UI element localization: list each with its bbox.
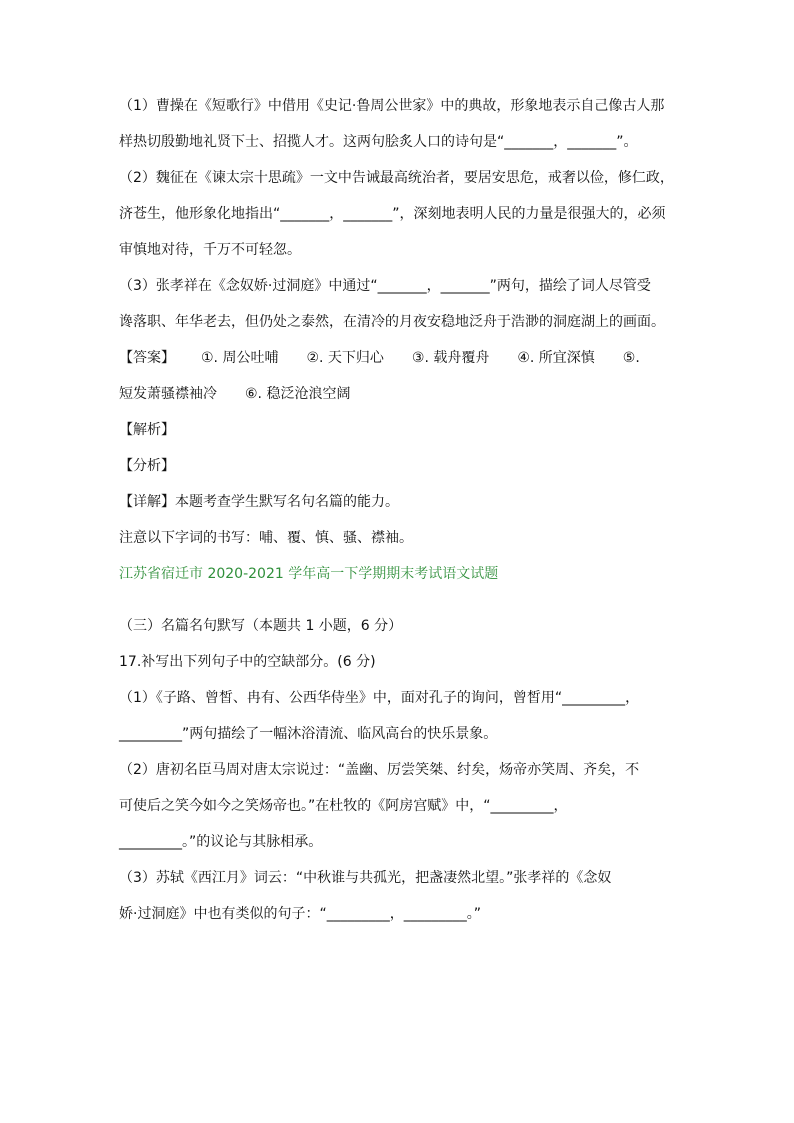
q17-item1-line2: _________”两句描绘了一幅沐浴清流、临风高台的快乐景象。 [119, 726, 498, 742]
q17-item2-line3: _________。”的议论与其脉相承。 [119, 834, 323, 850]
fenxi-label: 【分析】 [119, 458, 175, 474]
analysis-label: 【解析】 [119, 422, 175, 438]
answer-line2: 短发萧骚襟袖冷 ⑥. 稳泛沧浪空阔 [119, 386, 351, 402]
q-prev-item2-line1: （2）魏征在《谏太宗十思疏》一文中告诫最高统治者，要居安思危，戒奢以俭，修仁政， [119, 170, 674, 186]
q17-item3-line1: （3）苏轼《西江月》词云：“中秋谁与共孤光，把盏凄然北望。”张孝祥的《念奴 [119, 870, 612, 886]
answer-label: 【答案】 [119, 350, 175, 366]
q17-item3-line2: 娇·过洞庭》中也有类似的句子：“_________，_________。” [119, 906, 481, 922]
q-prev-item3-line2: 谗落职、年华老去，但仍处之泰然，在清冷的月夜安稳地泛舟于浩渺的洞庭湖上的画面。 [119, 314, 665, 330]
q-prev-item3-line1: （3）张孝祥在《念奴娇·过洞庭》中通过“_______，_______”两句，描绘了词人尽管受 [119, 278, 651, 294]
q17-item1-line1: （1）《子路、曾皙、冉有、公西华侍坐》中，面对孔子的询问，曾皙用“_________， [119, 690, 640, 706]
answer-block [119, 348, 640, 368]
section-heading: （三）名篇名句默写（本题共 1 小题，6 分） [119, 618, 403, 634]
q-prev-item2-line2: 济苍生，他形象化地指出“_______，_______”，深刻地表明人民的力量是很强大的，必须 [119, 206, 666, 222]
note-text: 注意以下字词的书写：哺、覆、慎、骚、襟袖。 [119, 530, 413, 546]
source-title: 江苏省宿迁市 2020-2021 学年高一下学期期末考试语文试题 [119, 566, 499, 582]
q17-item2-line1: （2）唐初名臣马周对唐太宗说过：“盖幽、厉尝笑桀、纣矣，炀帝亦笑周、齐矣，不 [119, 762, 640, 778]
q-prev-item2-line3: 审慎地对待，千万不可轻忽。 [119, 242, 301, 258]
q17-item2-line2: 可使后之笑今如今之笑炀帝也。”在杜牧的《阿房宫赋》中，“_________， [119, 798, 568, 814]
answer-line1: ①. 周公吐哺 ②. 天下归心 ③. 载舟覆舟 ④. 所宜深慎 ⑤. [201, 350, 640, 366]
q-prev-item1-line2: 样热切殷勤地礼贤下士、招揽人才。这两句脍炙人口的诗句是“_______，_______”。 [119, 134, 638, 150]
detail-text: 【详解】本题考查学生默写名句名篇的能力。 [119, 494, 399, 510]
question-17: 17.补写出下列句子中的空缺部分。(6 分) [119, 654, 376, 670]
q-prev-item1-line1: （1）曹操在《短歌行》中借用《史记·鲁周公世家》中的典故，形象地表示自己像古人那 [119, 98, 665, 114]
